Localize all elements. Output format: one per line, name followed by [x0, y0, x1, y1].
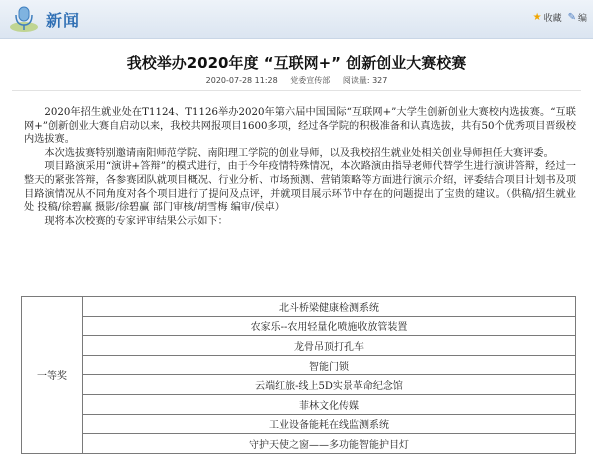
table-row	[22, 336, 576, 356]
edit-button[interactable]	[568, 11, 587, 24]
article-meta	[0, 75, 593, 86]
microphone-news-icon	[8, 4, 44, 34]
project-name: 北斗桥梁健康检测系统	[83, 297, 576, 317]
project-name: 守护天使之窗——多功能智能护目灯	[83, 434, 576, 454]
article-body	[24, 106, 576, 228]
table-row	[22, 375, 576, 395]
project-name: 工业设备能耗在线监测系统	[83, 414, 576, 434]
publish-date: 2020-07-28 11:28	[205, 76, 278, 85]
table-row	[22, 434, 576, 454]
project-name: 龙骨吊顶打孔车	[83, 336, 576, 356]
table-row	[22, 297, 576, 317]
project-name: 农家乐--农用轻量化喷施收放管装置	[83, 316, 576, 336]
top-bar	[0, 0, 593, 39]
table-row	[22, 355, 576, 375]
article-title: 我校举办2020年度 “互联网+” 创新创业大赛校赛	[126, 54, 467, 72]
star-icon: ★	[532, 12, 542, 23]
article-source: 党委宣传部	[290, 76, 331, 85]
paragraph: 本次选拔赛特别邀请南阳师范学院、南阳理工学院的创业导师，以及我校招生就业处相关创业导师担任大赛评委。	[44, 147, 554, 159]
view-count: 阅读量: 327	[342, 76, 388, 85]
favorite-button[interactable]	[533, 11, 562, 24]
table-row	[22, 414, 576, 434]
paragraph: 项目路演采用“演讲+答辩”的模式进行，由于今年疫情特殊情况，本次路演由指导老师代替学生进行演讲答辩，经过一整天的紧张答辩，各参赛团队就项目概况、行业分析、市场预测、营销策略等方面进行演示介绍，评委结合项目计划书及项目路演情况从不同角度对各个项目进行了提问及点评，并就项目展示环节中存在的问题提出了宝贵的建议。（供稿/招生就业处 投稿/徐碧赢 摄影/徐碧赢 部门审核/胡雪梅 编审/侯卓）	[24, 161, 576, 214]
paragraph: 现将本次校赛的专家评审结果公示如下：	[44, 215, 228, 227]
divider	[12, 90, 581, 91]
favorite-label: 收藏	[543, 14, 562, 24]
table-row	[22, 316, 576, 336]
pencil-icon: ✎	[567, 12, 576, 23]
paragraph: 2020年招生就业处在T1124、T1126举办2020年第六届中国国际“互联网+”大学生创新创业大赛校内选拔赛。“互联网+”创新创业大赛自启动以来，我校共网报项目1600多项，经过各学院的积极准备和认真选拔，共有50个优秀项目晋级校内选拔赛。	[24, 107, 576, 146]
award-level: 一等奖	[22, 297, 83, 454]
section-title: 新闻	[46, 11, 81, 30]
project-name: 云端红旅-线上5D实景革命纪念馆	[83, 375, 576, 395]
results-table	[21, 296, 576, 454]
table-row	[22, 394, 576, 414]
project-name: 智能门锁	[83, 355, 576, 375]
edit-label: 编	[577, 14, 587, 24]
project-name: 菲林文化传媒	[83, 394, 576, 414]
